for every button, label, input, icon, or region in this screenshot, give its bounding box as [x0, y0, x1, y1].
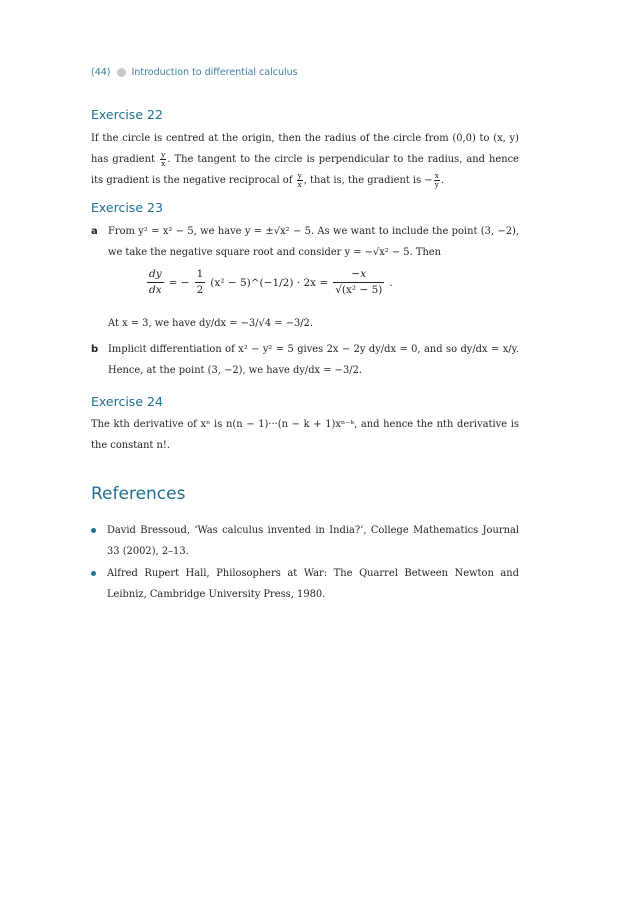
- exercise-23-title: Exercise 23: [91, 200, 163, 215]
- fraction: [160, 151, 166, 168]
- frac-num: −x: [333, 267, 384, 283]
- page-number: (44): [91, 67, 111, 78]
- frac-den: x: [297, 180, 302, 189]
- frac-den: dx: [149, 284, 162, 296]
- reference-item: [91, 563, 519, 605]
- exercise-24-text: The kth derivative of xⁿ is n(n − 1)···(n − k + 1)xⁿ⁻ᵏ, and hence the nth derivative is the constant n!.: [91, 419, 519, 451]
- bullet-icon: [91, 528, 96, 533]
- eq-text: = −: [168, 276, 190, 289]
- frac-num: y: [297, 171, 302, 180]
- fraction: [147, 267, 164, 298]
- reference-text: David Bressoud, ‘Was calculus invented in India?’, College Mathematics Journal 33 (2002), 2–13.: [107, 525, 519, 557]
- exercise-22-title: Exercise 22: [91, 107, 163, 122]
- frac-den: 2: [196, 284, 204, 296]
- frac-num: dy: [147, 267, 164, 283]
- part-label: b: [91, 344, 99, 355]
- exercise-23-part-a-cont: [91, 313, 519, 334]
- exercise-22-text: [91, 128, 519, 191]
- fraction: [195, 267, 206, 298]
- frac-den: x: [161, 159, 166, 168]
- fraction: [434, 172, 440, 189]
- frac-num: x: [434, 171, 439, 180]
- part-b-text: Implicit differentiation of x² − y² = 5 gives 2x − 2y dy/dx = 0, and so dy/dx = x/y. Hence, at the point (3, −2), we have dy/dx = −3/2.: [108, 344, 519, 376]
- ex22-text-part: . The tangent to the circle is perpendicular to the radius, and hence its gradient is the negative reciprocal of: [91, 154, 519, 186]
- running-header: [91, 67, 298, 78]
- part-label: a: [91, 226, 98, 237]
- exercise-24-title: Exercise 24: [91, 394, 163, 409]
- reference-item: [91, 520, 519, 562]
- ex22-text-part: .: [440, 175, 444, 186]
- frac-num: y: [161, 150, 166, 159]
- frac-num: 1: [195, 267, 206, 283]
- exercise-23-part-b: [91, 339, 519, 381]
- references-title: References: [91, 484, 186, 504]
- fraction: [297, 172, 303, 189]
- bullet-icon: [91, 571, 96, 576]
- reference-text: Alfred Rupert Hall, Philosophers at War: The Quarrel Between Newton and Leibniz, Cambridge University Press, 1980.: [107, 568, 519, 600]
- part-a-text: From y² = x² − 5, we have y = ±√x² − 5. As we want to include the point (3, −2), we take the negative square root and consider y = −√x² − 5. Then: [108, 226, 519, 258]
- chapter-title: Introduction to differential calculus: [131, 67, 298, 78]
- ex22-text-part: If the circle is centred at the origin, then the radius of the circle from (0,0) to (x, y) has gradient: [91, 133, 519, 165]
- frac-den: √(x² − 5): [335, 284, 383, 296]
- ex22-text-part: , that is, the gradient is −: [303, 175, 433, 186]
- eq-text: (x² − 5)^(−1/2) · 2x =: [210, 276, 329, 289]
- display-equation: [145, 267, 393, 298]
- fraction: [333, 267, 384, 298]
- eq-text: .: [389, 276, 393, 289]
- bullet-dot-icon: [117, 68, 126, 77]
- frac-den: y: [434, 180, 439, 189]
- part-a-text-2: At x = 3, we have dy/dx = −3/√4 = −3/2.: [108, 318, 313, 329]
- exercise-23-part-a: [91, 221, 519, 263]
